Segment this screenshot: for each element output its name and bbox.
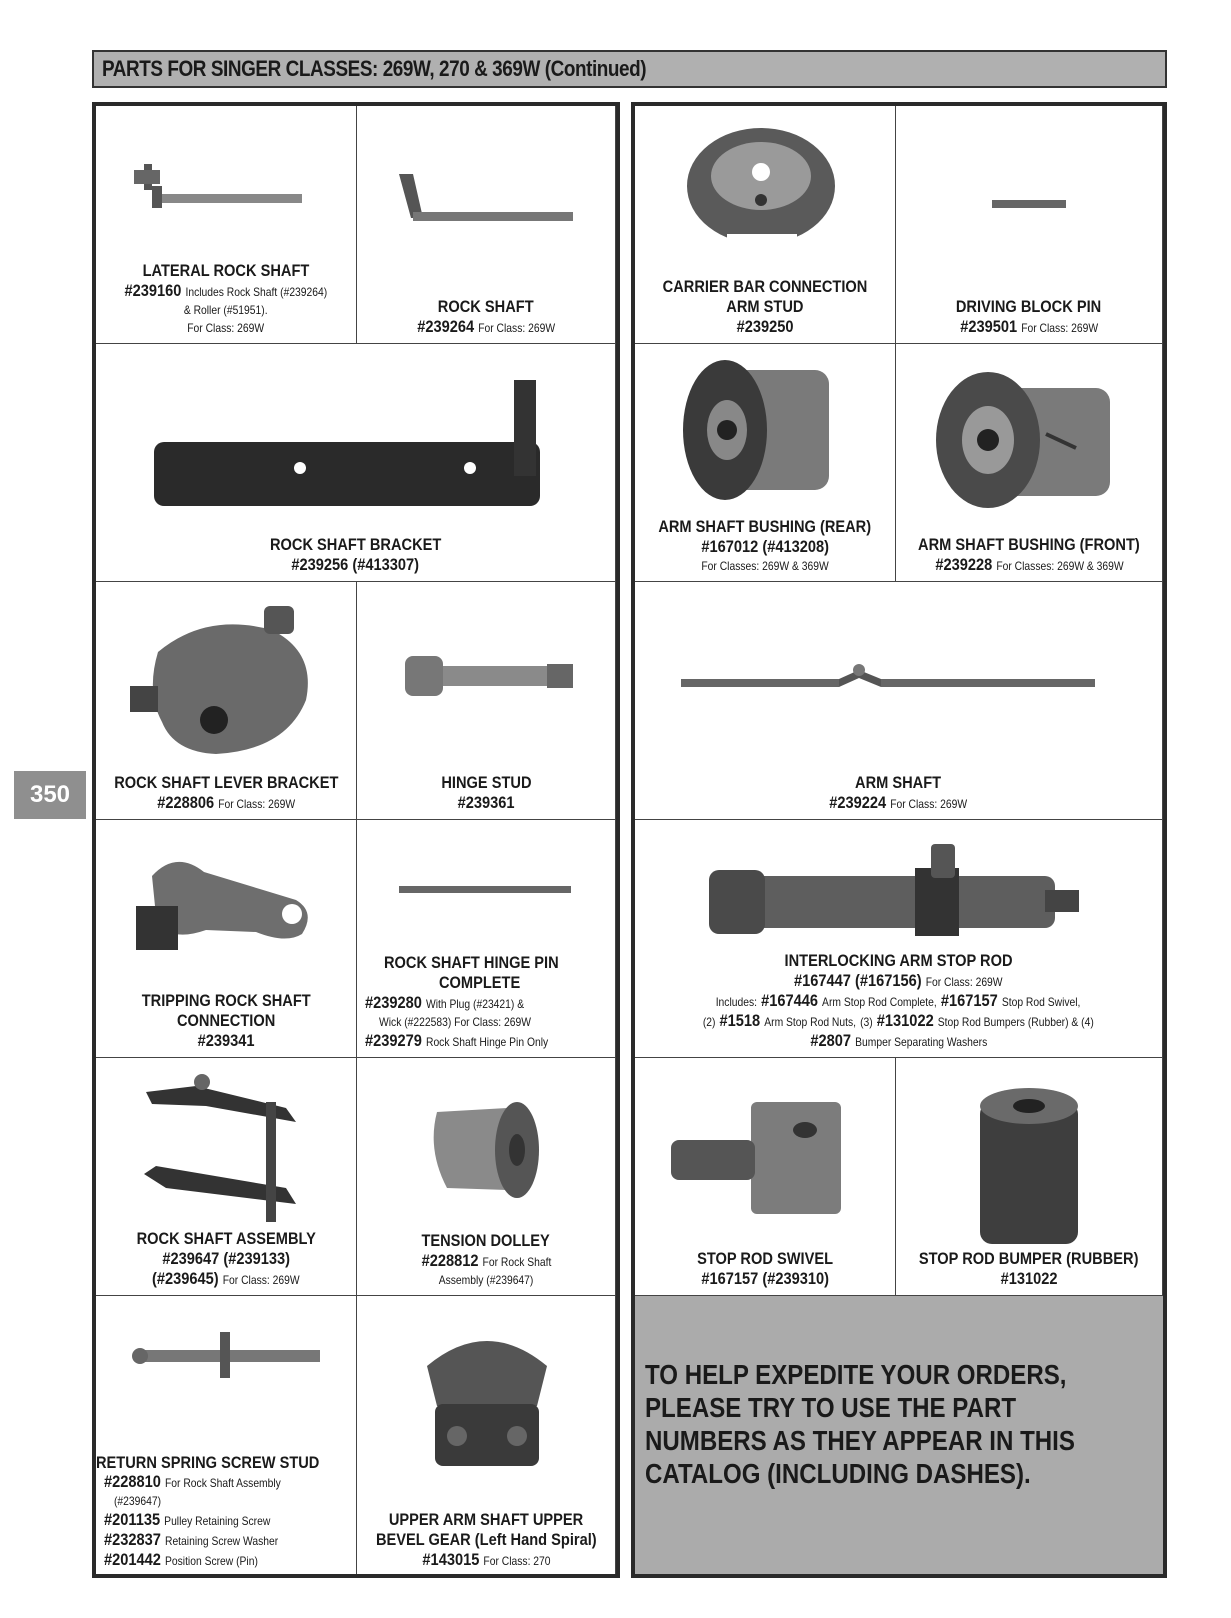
part-note: With Plug (#23421) & bbox=[425, 997, 525, 1012]
part-name: TENSION DOLLEY bbox=[421, 1231, 551, 1251]
part-cell-lever-bracket bbox=[96, 582, 357, 820]
part-number: #239228 bbox=[934, 555, 992, 575]
part-note: Position Screw (Pin) bbox=[164, 1554, 258, 1569]
part-note: Retaining Screw Washer bbox=[164, 1534, 279, 1549]
part-number: #239280 bbox=[365, 993, 422, 1013]
part-note: For Class: 269W bbox=[890, 797, 968, 812]
part-number: #228810 bbox=[104, 1472, 161, 1492]
part-number: #167012 (#413208) bbox=[701, 537, 829, 557]
part-note: & Roller (#51951). bbox=[184, 303, 268, 318]
part-name: CARRIER BAR CONNECTION bbox=[662, 277, 868, 297]
part-note: Assembly (#239647) bbox=[438, 1273, 534, 1288]
part-number: #167446 bbox=[761, 991, 819, 1011]
part-name: BEVEL GEAR (Left Hand Spiral) bbox=[375, 1530, 597, 1550]
part-number: #167157 (#239310) bbox=[701, 1269, 829, 1289]
part-name: COMPLETE bbox=[438, 973, 520, 993]
part-number: #232837 bbox=[104, 1530, 161, 1550]
part-number: #167157 bbox=[941, 991, 999, 1011]
page-header bbox=[92, 50, 1167, 88]
part-name: RETURN SPRING SCREW STUD bbox=[96, 1452, 320, 1472]
part-note: For Rock Shaft bbox=[482, 1255, 551, 1270]
part-note: Includes Rock Shaft (#239264) bbox=[185, 285, 328, 300]
part-name: DRIVING BLOCK PIN bbox=[956, 297, 1102, 317]
part-note: For Classes: 269W & 369W bbox=[995, 559, 1124, 574]
notice-text: TO HELP EXPEDITE YOUR ORDERS, PLEASE TRY TO USE THE PART NUMBERS AS THEY APPEAR IN THIS CATALOG (INCLUDING DASHES). bbox=[645, 1359, 1075, 1490]
part-name: ARM SHAFT BUSHING (FRONT) bbox=[918, 535, 1140, 555]
part-number: #143015 bbox=[421, 1550, 479, 1570]
part-number: #239224 bbox=[829, 793, 887, 813]
part-note: Stop Rod Bumpers (Rubber) & (4) bbox=[937, 1015, 1094, 1030]
part-name: TRIPPING ROCK SHAFT bbox=[141, 991, 311, 1011]
ordering-notice bbox=[635, 1296, 1163, 1574]
part-note: Rock Shaft Hinge Pin Only bbox=[425, 1035, 549, 1050]
part-cell-arm-shaft bbox=[635, 582, 1163, 820]
part-name: HINGE STUD bbox=[440, 773, 532, 793]
part-name: UPPER ARM SHAFT UPPER bbox=[388, 1510, 584, 1530]
part-name: ROCK SHAFT BRACKET bbox=[269, 535, 442, 555]
part-note: For Class: 269W bbox=[478, 321, 555, 336]
part-number: #1518 bbox=[719, 1011, 761, 1031]
part-number: #239250 bbox=[736, 317, 794, 337]
part-number: #2807 bbox=[810, 1031, 851, 1051]
part-cell-hinge-pin bbox=[357, 820, 616, 1058]
part-number: #239264 bbox=[417, 317, 475, 337]
left-parts-panel bbox=[92, 102, 620, 1578]
part-name: ROCK SHAFT LEVER BRACKET bbox=[114, 773, 339, 793]
part-number: (#239645) bbox=[152, 1269, 219, 1289]
part-name: INTERLOCKING ARM STOP ROD bbox=[784, 951, 1013, 971]
page-title: PARTS FOR SINGER CLASSES: 269W, 270 & 369W (Continued) bbox=[102, 56, 647, 81]
part-cell-rock-shaft-bracket bbox=[96, 344, 616, 582]
part-number: #131022 bbox=[1000, 1269, 1058, 1289]
part-cell-stop-rod-bumper bbox=[896, 1058, 1163, 1296]
part-cell-hinge-stud bbox=[357, 582, 616, 820]
part-cell-interlocking-rod bbox=[635, 820, 1163, 1058]
part-number: #228812 bbox=[421, 1251, 479, 1271]
part-cell-lateral-rock-shaft bbox=[96, 106, 357, 344]
part-note: For Rock Shaft Assembly bbox=[164, 1476, 281, 1491]
part-number: #239279 bbox=[365, 1031, 422, 1051]
part-name: ARM SHAFT bbox=[855, 773, 942, 793]
page-number: 350 bbox=[29, 781, 71, 808]
part-cell-tension-dolley bbox=[357, 1058, 616, 1296]
part-name: ARM STUD bbox=[726, 297, 804, 317]
part-number: #239647 (#239133) bbox=[162, 1249, 290, 1269]
part-cell-rock-shaft-assembly bbox=[96, 1058, 357, 1296]
part-note: Includes: bbox=[716, 995, 758, 1010]
part-note: Wick (#222583) For Class: 269W bbox=[379, 1015, 531, 1030]
part-note: For Class: 269W bbox=[222, 1273, 300, 1288]
part-number: #201135 bbox=[104, 1510, 161, 1530]
part-number: #239501 bbox=[960, 317, 1018, 337]
part-number: #239256 (#413307) bbox=[291, 555, 420, 575]
part-cell-driving-block-pin bbox=[896, 106, 1163, 344]
part-number: #201442 bbox=[104, 1550, 161, 1570]
part-note: For Class: 269W bbox=[187, 321, 265, 336]
part-name: STOP ROD SWIVEL bbox=[697, 1249, 833, 1269]
part-note: For Class: 270 bbox=[482, 1554, 551, 1569]
part-number: #239160 bbox=[124, 281, 182, 301]
part-note: For Class: 269W bbox=[1021, 321, 1098, 336]
part-name: STOP ROD BUMPER (RUBBER) bbox=[919, 1249, 1139, 1269]
part-cell-stop-rod-swivel bbox=[635, 1058, 896, 1296]
part-note: Stop Rod Swivel, bbox=[1002, 995, 1081, 1010]
part-note: Arm Stop Rod Nuts, bbox=[764, 1015, 857, 1030]
part-number: #167447 (#167156) bbox=[794, 971, 922, 991]
part-number: #228806 bbox=[157, 793, 215, 813]
part-name: CONNECTION bbox=[176, 1011, 276, 1031]
part-note: Bumper Separating Washers bbox=[854, 1035, 987, 1050]
part-note: (3) bbox=[860, 1015, 873, 1030]
part-cell-bushing-front bbox=[896, 344, 1163, 582]
part-name: ROCK SHAFT ASSEMBLY bbox=[136, 1229, 316, 1249]
part-cell-carrier-bar bbox=[635, 106, 896, 344]
part-number: #131022 bbox=[876, 1011, 934, 1031]
part-note: For Class: 269W bbox=[925, 975, 1003, 990]
part-note: (2) bbox=[703, 1015, 716, 1030]
part-cell-tripping-connection bbox=[96, 820, 357, 1058]
part-name: LATERAL ROCK SHAFT bbox=[142, 261, 310, 281]
part-cell-return-spring bbox=[96, 1296, 357, 1574]
part-cell-rock-shaft bbox=[357, 106, 616, 344]
part-name: ROCK SHAFT HINGE PIN bbox=[384, 953, 560, 973]
part-note: Pulley Retaining Screw bbox=[164, 1514, 271, 1529]
part-number: #239361 bbox=[457, 793, 515, 813]
page-number-tab bbox=[14, 771, 86, 819]
part-name: ROCK SHAFT bbox=[438, 297, 534, 317]
part-name: ARM SHAFT BUSHING (REAR) bbox=[658, 517, 872, 537]
part-note: (#239647) bbox=[114, 1494, 162, 1509]
part-note: For Classes: 269W & 369W bbox=[701, 559, 829, 574]
part-cell-bevel-gear bbox=[357, 1296, 616, 1574]
part-cell-bushing-rear bbox=[635, 344, 896, 582]
part-number: #239341 bbox=[197, 1031, 255, 1051]
part-note: For Class: 269W bbox=[218, 797, 295, 812]
part-note: Arm Stop Rod Complete, bbox=[822, 995, 938, 1010]
right-parts-panel bbox=[631, 102, 1167, 1578]
